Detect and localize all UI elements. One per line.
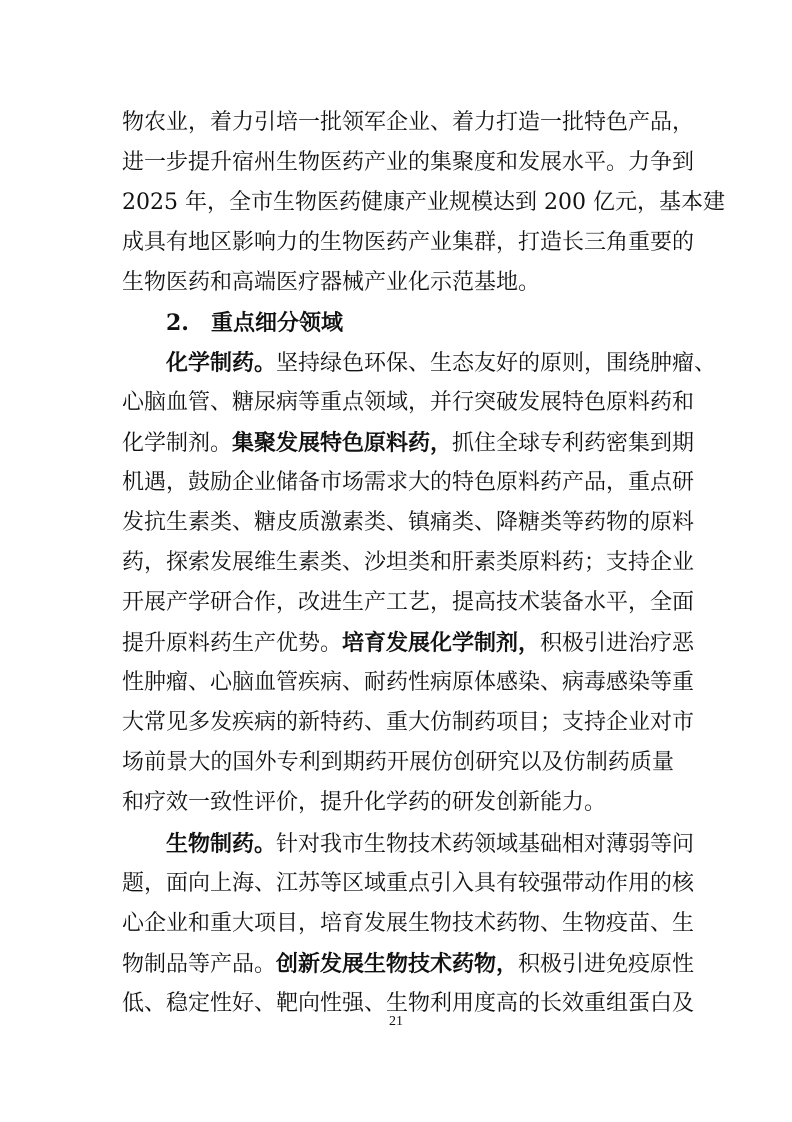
page-number: 21 xyxy=(389,1014,403,1029)
text-line: 成具有地区影响力的生物医药产业集群，打造长三角重要的 xyxy=(122,230,695,255)
text-line: 生物制药。针对我市生物技术药领域基础相对薄弱等问 xyxy=(166,831,695,857)
text-line: 药，探索发展维生素类、沙坦类和肝素类原料药；支持企业 xyxy=(122,550,695,575)
text-line: 低、稳定性好、靶向性强、生物利用度高的长效重组蛋白及 xyxy=(122,991,695,1016)
text-line: 化学制药。坚持绿色环保、生态友好的原则，围绕肿瘤、 xyxy=(166,350,717,376)
section-heading: 2. 重点细分领域 xyxy=(166,310,343,336)
text-line: 题，面向上海、江苏等区域重点引入具有较强带动作用的核 xyxy=(122,871,695,896)
text-line: 和疗效一致性评价，提升化学药的研发创新能力。 xyxy=(122,790,607,815)
text-line: 物农业，着力引培一批领军企业、着力打造一批特色产品， xyxy=(122,110,695,135)
text-line: 心脑血管、糖尿病等重点领域，并行突破发展特色原料药和 xyxy=(122,390,695,415)
text-line: 开展产学研合作，改进生产工艺，提高技术装备水平，全面 xyxy=(122,590,695,615)
text-line: 进一步提升宿州生物医药产业的集聚度和发展水平。力争到 xyxy=(122,150,695,175)
text-line: 生物医药和高端医疗器械产业化示范基地。 xyxy=(122,270,541,295)
text-line: 大常见多发疾病的新特药、重大仿制药项目；支持企业对市 xyxy=(122,710,695,735)
text-line: 物制品等产品。创新发展生物技术药物，积极引进免疫原性 xyxy=(122,951,695,977)
text-line: 场前景大的国外专利到期药开展仿创研究以及仿制药质量 xyxy=(122,750,674,775)
text-line: 化学制剂。集聚发展特色原料药，抓住全球专利药密集到期 xyxy=(122,430,695,456)
text-line: 心企业和重大项目，培育发展生物技术药物、生物疫苗、生 xyxy=(122,911,695,936)
text-line: 2025 年，全市生物医药健康产业规模达到 200 亿元，基本建 xyxy=(122,190,725,215)
text-line: 提升原料药生产优势。培育发展化学制剂，积极引进治疗恶 xyxy=(122,630,695,656)
text-line: 性肿瘤、心脑血管疾病、耐药性病原体感染、病毒感染等重 xyxy=(122,670,695,695)
text-line: 发抗生素类、糖皮质激素类、镇痛类、降糖类等药物的原料 xyxy=(122,510,695,535)
text-line: 机遇，鼓励企业储备市场需求大的特色原料药产品，重点研 xyxy=(122,470,695,495)
